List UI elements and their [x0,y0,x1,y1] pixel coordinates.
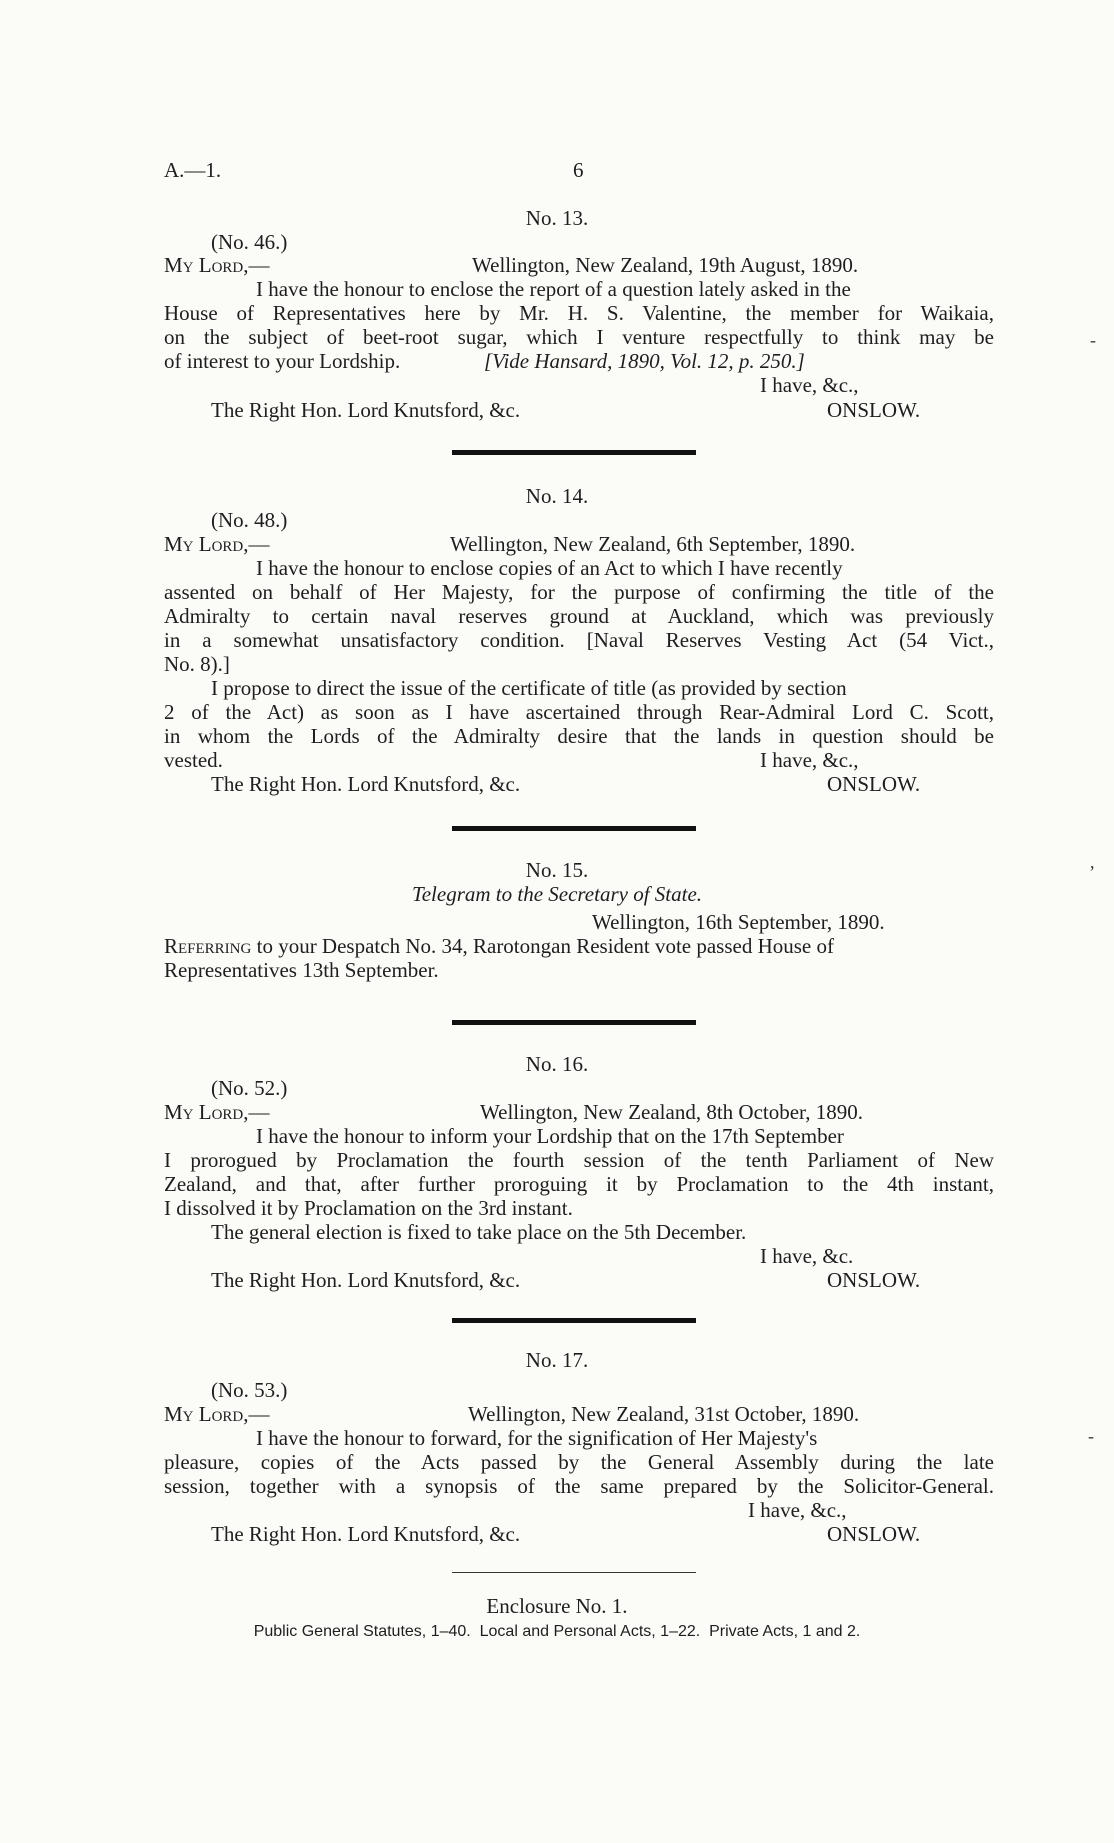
body-line: The general election is fixed to take place on the 5th December. [211,1220,747,1244]
enclosure-divider [452,1572,696,1573]
scan-margin-mark: - [1090,330,1096,350]
scan-margin-mark: - [1088,1426,1094,1446]
signature: ONSLOW. [827,1522,921,1546]
hansard-reference: [Vide Hansard, 1890, Vol. 12, p. 250.] [484,349,805,373]
closing: I have, &c. [760,1244,854,1268]
enclosure-text: Public General Statutes, 1–40. Local and Personal Acts, 1–22. Private Acts, 1 and 2. [253,1623,861,1640]
section-divider [452,1318,696,1323]
letter-number: No. 16. [525,1052,589,1076]
salutation: My Lord,— [164,1100,270,1124]
body-line: I have the honour to enclose copies of an Act to which I have recently [256,556,843,580]
body-line: 2 of the Act) as soon as I have ascertained through Rear-Admiral Lord C. Scott, [164,700,994,724]
page-number: 6 [573,158,584,182]
closing: I have, &c., [760,373,859,397]
body-line: pleasure, copies of the Acts passed by the General Assembly during the late [164,1450,994,1474]
addressee: The Right Hon. Lord Knutsford, &c. [211,1522,521,1546]
signature: ONSLOW. [827,398,921,422]
closing: I have, &c., [760,748,859,772]
body-line: vested. [164,748,223,772]
body-line: I prorogued by Proclamation the fourth session of the tenth Parliament of New [164,1148,994,1172]
body-line: Admiralty to certain naval reserves ground at Auckland, which was previously [164,604,994,628]
letter-ref: (No. 48.) [211,508,288,532]
telegram-text: to your Despatch No. 34, Rarotongan Resident vote passed House of [256,934,834,958]
body-line: No. 8).] [164,652,230,676]
scan-margin-mark: , [1090,852,1095,872]
dateline: Wellington, 16th September, 1890. [592,910,885,934]
telegram-line [164,936,834,957]
dateline: Wellington, New Zealand, 31st October, 1890. [468,1402,860,1426]
signature: ONSLOW. [827,1268,921,1292]
enclosure-title: Enclosure No. 1. [486,1594,628,1618]
header-section-code: A.—1. [164,158,222,182]
letter-number: No. 15. [525,858,589,882]
letter-ref: (No. 52.) [211,1076,288,1100]
body-line: of interest to your Lordship. [164,349,401,373]
letter-ref: (No. 46.) [211,230,288,254]
section-divider [452,450,696,455]
addressee: The Right Hon. Lord Knutsford, &c. [211,398,521,422]
dateline: Wellington, New Zealand, 6th September, 1890. [450,532,856,556]
body-line: Representatives 13th September. [164,958,439,982]
body-line: in a somewhat unsatisfactory condition. [Naval Reserves Vesting Act (54 Vict., [164,628,994,652]
body-line: session, together with a synopsis of the same prepared by the Solicitor-General. [164,1474,994,1498]
body-line: on the subject of beet-root sugar, which I venture respectfully to think may be [164,325,994,349]
salutation: My Lord,— [164,253,270,277]
addressee: The Right Hon. Lord Knutsford, &c. [211,1268,521,1292]
section-divider [452,1020,696,1025]
opening-word: Referring [164,934,252,958]
addressee: The Right Hon. Lord Knutsford, &c. [211,772,521,796]
dateline: Wellington, New Zealand, 8th October, 1890. [480,1100,863,1124]
body-line: I propose to direct the issue of the certificate of title (as provided by section [211,676,847,700]
salutation: My Lord,— [164,532,270,556]
letter-number: No. 17. [525,1348,589,1372]
body-line: Zealand, and that, after further proroguing it by Proclamation to the 4th instant, [164,1172,994,1196]
body-line: I have the honour to forward, for the signification of Her Majesty's [256,1426,818,1450]
body-line: I have the honour to enclose the report of a question lately asked in the [256,277,851,301]
body-line: I have the honour to inform your Lordship that on the 17th September [256,1124,844,1148]
signature: ONSLOW. [827,772,921,796]
telegram-subtitle: Telegram to the Secretary of State. [411,882,703,906]
body-line: in whom the Lords of the Admiralty desire that the lands in question should be [164,724,994,748]
body-line: I dissolved it by Proclamation on the 3rd instant. [164,1196,573,1220]
letter-number: No. 14. [525,484,589,508]
dateline: Wellington, New Zealand, 19th August, 1890. [472,253,859,277]
letter-number: No. 13. [525,206,589,230]
body-line: assented on behalf of Her Majesty, for the purpose of confirming the title of the [164,580,994,604]
salutation: My Lord,— [164,1402,270,1426]
closing: I have, &c., [748,1498,847,1522]
section-divider [452,826,696,831]
body-line: House of Representatives here by Mr. H. S. Valentine, the member for Waikaia, [164,301,994,325]
letter-ref: (No. 53.) [211,1378,288,1402]
